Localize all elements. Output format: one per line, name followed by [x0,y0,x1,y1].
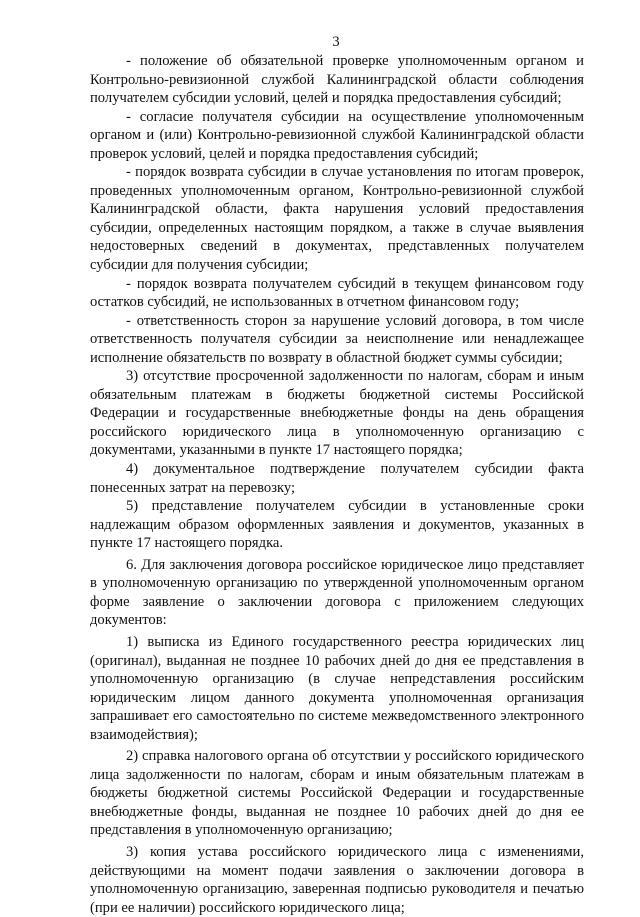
paragraph-consent-clause: - согласие получателя субсидии на осуществление уполномоченным органом и (или) Контрольно-ревизионной службой Калининградской области проверок условий, целей и порядка предоставления субсидий; [90,108,584,162]
paragraph-doc-2-tax-certificate: 2) справка налогового органа об отсутствии у российского юридического лица задолженности по налогам, сборам и иным обязательным платежам в бюджеты бюджетной системы Российской Федерации и государственные внебюджетные фонды, выданная не позднее 10 рабочих дней до дня ее представления в уполномоченную организацию; [90,748,584,839]
paragraph-doc-1-registry-extract: 1) выписка из Единого государственного реестра юридических лиц (оригинал), выданная не позднее 10 рабочих дней до дня ее представления в уполномоченную организацию (в случае непредставления российским юридическим лицом данного документа уполномоченная организация запрашивает его самостоятельно по системе межведомственного электронного взаимодействия); [90,633,584,743]
paragraph-verification-clause: - положение об обязательной проверке уполномоченным органом и Контрольно-ревизионной службой Калининградской области соблюдения получателем субсидии условий, целей и порядка предоставления субсидий; [90,53,584,107]
paragraph-item-5-timely-submission: 5) представление получателем субсидии в установленные сроки надлежащим образом оформленных заявления и документов, указанных в пункте 17 настоящего порядка. [90,498,584,552]
paragraph-section-6: 6. Для заключения договора российское юридическое лицо представляет в уполномоченную организацию по утвержденной уполномоченным органом форме заявление о заключении договора с приложением следующих документов: [90,556,584,629]
paragraph-return-procedure: - порядок возврата субсидии в случае установления по итогам проверок, проведенных уполномоченным органом, Контрольно-ревизионной службой Калининградской области, факта нарушения условий предоставления субсидии, определенных настоящим порядком, а также в случае выявления недостоверных сведений в документах, представленных получателем субсидии для получения субсидии; [90,164,584,274]
page-number: 3 [332,34,340,50]
paragraph-item-3-no-arrears: 3) отсутствие просроченной задолженности по налогам, сборам и иным обязательным платежам в бюджеты бюджетной системы Российской Федерации и государственные внебюджетные фонды на день обращения российского юридического лица в уполномоченную организацию с документами, указанными в пункте 17 настоящего порядка; [90,368,584,459]
document-body [90,52,584,917]
paragraph-doc-3-charter-copy: 3) копия устава российского юридического лица с изменениями, действующими на момент подачи заявления о заключении договора в уполномоченную организацию, заверенная подписью руководителя и печатью (при ее наличии) российского юридического лица; [90,843,584,916]
paragraph-unused-balance-return: - порядок возврата получателем субсидий в текущем финансовом году остатков субсидий, не использованных в отчетном финансовом году; [90,275,584,311]
paragraph-item-4-cost-confirmation: 4) документальное подтверждение получателем субсидии факта понесенных затрат на перевозку; [90,461,584,496]
paragraph-liability-clause: - ответственность сторон за нарушение условий договора, в том числе ответственность получателя субсидии за неисполнение или ненадлежащее исполнение обязательств по возврату в областной бюджет суммы субсидии; [90,312,584,366]
